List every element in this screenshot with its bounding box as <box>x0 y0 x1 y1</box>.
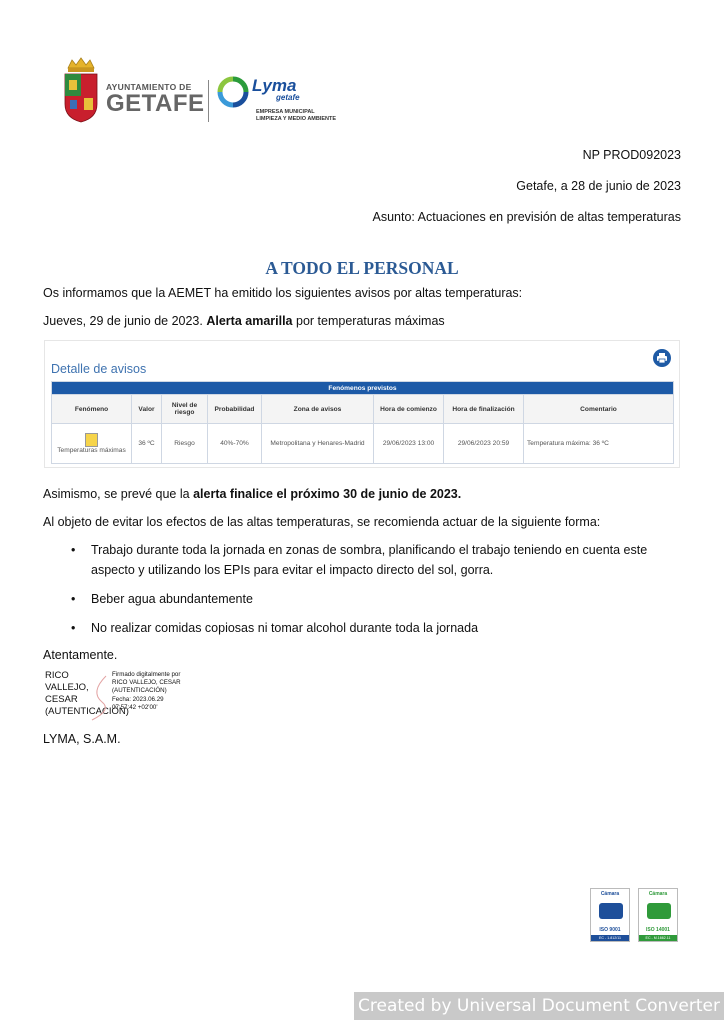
iso-code: EC - M.1662.11 <box>639 935 677 941</box>
asimismo-pre: Asimismo, se prevé que la <box>43 487 190 501</box>
lyma-caption <box>256 109 346 123</box>
lyma-caption-line-1: EMPRESA MUNICIPAL <box>256 109 315 115</box>
reference-number: NP PROD092023 <box>582 148 681 162</box>
fenomeno-text: Temperaturas máximas <box>57 447 126 454</box>
lyma-swirl-icon <box>216 76 250 108</box>
company-name: LYMA, S.A.M. <box>43 732 121 746</box>
avisos-title: Detalle de avisos <box>51 362 147 376</box>
col-comienzo: Hora de comienzo <box>374 395 444 424</box>
col-zona: Zona de avisos <box>262 395 374 424</box>
page-title: A TODO EL PERSONAL <box>265 258 459 278</box>
subject-line: Asunto: Actuaciones en previsión de altas temperaturas <box>372 210 681 224</box>
watermark-banner: Created by Universal Document Converter <box>354 992 724 1020</box>
cell-valor: 36 ºC <box>132 424 162 464</box>
iso-14001-badge <box>638 888 678 942</box>
getafe-logo <box>62 56 205 126</box>
alert-date: Jueves, 29 de junio de 2023. <box>43 314 203 328</box>
signature-detail <box>112 671 187 712</box>
cell-zona: Metropolitana y Henares-Madrid <box>262 424 374 464</box>
org-name: GETAFE <box>106 90 205 117</box>
avisos-table <box>51 381 674 464</box>
alert-line <box>43 311 445 331</box>
bullet-icon: • <box>71 592 76 606</box>
signature-detail-line-2: Fecha: 2023.06.29 07:57:42 +02'00' <box>112 695 164 711</box>
lyma-logo <box>216 76 337 126</box>
col-comentario: Comentario <box>524 395 674 424</box>
cell-probabilidad: 40%-70% <box>208 424 262 464</box>
iso-9001-badge <box>590 888 630 942</box>
col-fin: Hora de finalización <box>444 395 524 424</box>
table-row <box>52 424 674 464</box>
list-item <box>43 540 688 580</box>
getafe-shield-icon <box>62 56 100 124</box>
iso-brand: Cámara <box>600 891 620 897</box>
printer-icon <box>653 349 671 367</box>
intro-text: Os informamos que la AEMET ha emitido los siguientes avisos por altas temperaturas: <box>43 286 523 300</box>
bullet-icon: • <box>71 621 76 635</box>
asimismo-bold: alerta finalice el próximo 30 de junio de 2023. <box>193 487 462 501</box>
date-line: Getafe, a 28 de junio de 2023 <box>516 179 681 193</box>
list-item <box>43 618 688 638</box>
col-valor: Valor <box>132 395 162 424</box>
lyma-subword: getafe <box>276 93 300 102</box>
cell-fin: 29/06/2023 20:59 <box>444 424 524 464</box>
closing-text: Atentamente. <box>43 648 118 662</box>
cell-riesgo: Riesgo <box>162 424 208 464</box>
print-button[interactable] <box>653 349 671 367</box>
bullet-icon: • <box>71 543 76 557</box>
cell-fenomeno <box>52 424 132 464</box>
iso-brand: Cámara <box>648 891 668 897</box>
avisos-group-header: Fenómenos previstos <box>52 382 674 395</box>
recommend-intro: Al objeto de evitar los efectos de las altas temperaturas, se recomienda actuar de la siguiente forma: <box>43 515 601 529</box>
list-item <box>43 589 688 609</box>
iso-code: EC - 1.812/11 <box>591 935 629 941</box>
iso-label: ISO 14001 <box>646 927 670 933</box>
recommendation-text: Beber agua abundantemente <box>91 592 253 606</box>
recommendation-text: Trabajo durante toda la jornada en zonas de sombra, planificando el trabajo teniendo en cuenta este aspecto y utilizando los EPIs para evitar el impacto directo del sol, gorra. <box>91 543 648 577</box>
logo-divider <box>208 80 209 122</box>
recommendations-list <box>43 540 688 647</box>
thermometer-icon <box>85 433 98 447</box>
certification-icon <box>647 903 671 919</box>
alert-rest: por temperaturas máximas <box>296 314 445 328</box>
alert-level: Alerta amarilla <box>206 314 293 328</box>
cell-comentario: Temperatura máxima: 36 ºC <box>524 424 674 464</box>
iso-label: ISO 9001 <box>599 927 621 933</box>
signature-stroke <box>84 672 114 724</box>
col-probabilidad: Probabilidad <box>208 395 262 424</box>
avisos-panel <box>44 340 680 468</box>
signature-detail-line-1: Firmado digitalmente por RICO VALLEJO, CESAR (AUTENTICACIÓN) <box>112 671 181 695</box>
signature-name: RICO VALLEJO, CESAR (AUTENTICACIÓN) <box>45 670 129 717</box>
asimismo-text <box>43 484 461 504</box>
lyma-caption-line-2: LIMPIEZA Y MEDIO AMBIENTE <box>256 116 337 122</box>
col-fenomeno: Fenómeno <box>52 395 132 424</box>
lyma-wordmark: Lyma <box>252 76 297 95</box>
org-small-text: AYUNTAMIENTO DE <box>106 82 192 92</box>
col-riesgo: Nivel de riesgo <box>162 395 208 424</box>
recommendation-text: No realizar comidas copiosas ni tomar alcohol durante toda la jornada <box>91 621 479 635</box>
certification-icon <box>599 903 623 919</box>
cell-comienzo: 29/06/2023 13:00 <box>374 424 444 464</box>
